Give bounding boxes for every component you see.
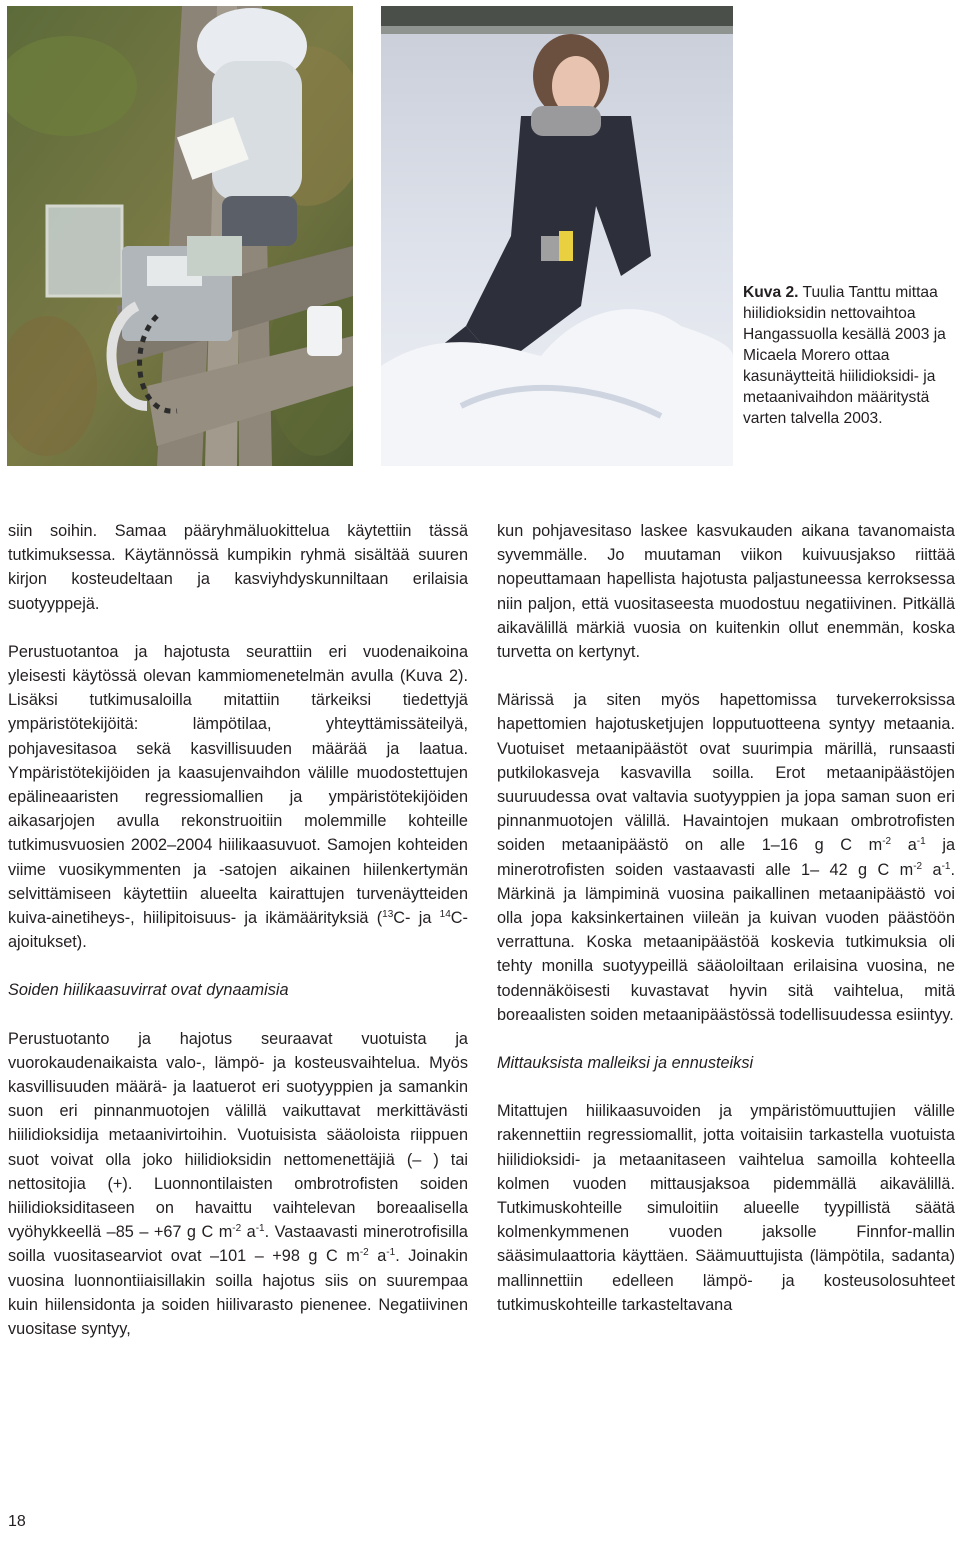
figure-label: Kuva 2. [743, 284, 799, 301]
right-column [497, 519, 955, 1317]
paragraph: Perustuotanto ja hajotus seuraavat vuotuista ja vuorokaudenaikaista valo-, lämpö- ja kosteusvaihtelua. Myös kasvillisuuden määrä- ja laatuerot eri suotyyppien ja samankin suon eri pinnanmuotojen välillä vaikuttavat merkittävästi hiilidioksidija metaanivirtoihin. Vuotuisista sääoloista riippuen suot voivat olla joko hiilidioksidin nettomenettäjiä (– ) tai nettositojia (+). Luonnontilaisten ombrotrofisten soiden hiilidioksiditaseen on havaittu vaihtelevan boreaalisella vyöhykkeellä –85 – +67 g C $m^{-2}$ $a^{-1}$. Vastaavasti minerotrofisilla soilla vuositasearviot ovat –101 – +98 g C $m^{-2}$ $a^{-1}$. Joinakin vuosina luonnontiiaisillakin soilla hajotus siis on suurempaa kuin hiilensidonta ja soiden hiilivarasto pienenee. Negatiivinen vuositase syntyy, [8, 1029, 468, 1339]
page-number: 18 [8, 1513, 26, 1530]
paragraph: kun pohjavesitaso laskee kasvukauden aikana tavanomaista syvemmälle. Jo muutaman viikon kuivuusjakso riittää nopeuttamaan hapellista hajotusta paljastuneessa kerroksessa niin paljon, että vuositaseesta muodostuu negatiivinen. Pitkällä aikavälillä märkiä vuosia on kuitenkin ollut enemmän, koska turvetta on kertynyt. [497, 522, 955, 662]
paragraph: Perustuotantoa ja hajotusta seurattiin eri vuodenaikoina yleisesti käytössä olevan kammiomenetelmän avulla (Kuva 2). Lisäksi tutkimusaloilla mitattiin tärkeiksi tiedettyjä ympäristötekijöitä: lämpötilaa, yhteyttämissäteilyä, pohjavesitasoa sekä kasvillisuuden määrää ja laatua. Ympäristötekijöiden ja kaasujenvaihdon välille muodostettujen epälineaaristen regressiomallien ja ympäristötekijöiden aikasarjojen avulla rekonstruoitiin molemmille kohteille tutkimusvuosien 2002–2004 hiilikaasuvuot. Samojen kohteiden viime vuosikymmenten ja -satojen aikainen hiilenkertymän selvittämiseen käytettiin alueelta kairattujen turvenäytteiden kuiva-ainetiheys-, hiilipitoisuus- ja ikämäärityksiä ($^{13}$C- ja $^{14}$C-ajoitukset). [8, 642, 468, 952]
paragraph: Märissä ja siten myös hapettomissa turvekerroksissa hapettomien hajotusketjujen lopputuotteena syntyy metaania. Vuotuiset metaanipäästöt ovat suurimpia märillä, runsaasti putkilokasveja kasvavilla soilla. Erot metaanipäästöjen suuruudessa ovat valtavia suotyyppien ja jopa saman suon eri pinnanmuotojen välillä. Havaintojen mukaan ombrotrofisten soiden metaanipäästö on alle 1–16 g C $m^{-2}$ $a^{-1}$ ja minerotrofisten soiden vastaavasti alle 1– 42 g C $m^{-2}$ $a^{-1}$. Märkinä ja lämpiminä vuosina paikallinen metaanipäästö voi olla jopa kaksinkertainen viileän ja kuivan vuoden päästöön verrattuna. Koska metaanipäästöä koskevia tutkimuksia oli tehty monilla suotyypeillä sääoloiltaan erilaisina vuosina, ne todennäköisesti kuvastavat hyvin sitä vaihtelua, mitä boreaalisten soiden metaanipäästössä todellisuudessa esiintyy. [497, 691, 955, 1024]
winter-sampling-photo [381, 6, 733, 466]
figure-caption [743, 282, 956, 429]
summer-measurement-photo [7, 6, 353, 466]
figure-caption-text: Tuulia Tanttu mittaa hiilidioksidin nettovaihtoa Hangassuolla kesällä 2003 ja Micaela Morero ottaa kasunäytteitä hiilidioksidi- ja metaanivaihdon määritystä varten talvella 2003. [743, 284, 946, 427]
paragraph: Mitattujen hiilikaasuvoiden ja ympäristömuuttujien välille rakennettiin regressiomallit, jotta voitaisiin tarkastella vuotuista hiilidioksidi- ja metaanitaseen vaihtelua samoilla kohteella kolmen vuoden mittausjaksoa pidemmällä aikavälillä. Tutkimuskohteille simuloitiin alueelle tyypillistä säätä kolmenkymmenen vuoden jaksolle Finnfor-mallin sääsimulaattoria käyttäen. Säämuuttujista (lämpötila, sadanta) mallinnettiin edelleen lämpö- ja kosteusolosuhteet tutkimuskohteille tarkasteltavana [497, 1102, 955, 1314]
paragraph: siin soihin. Samaa pääryhmäluokittelua käytettiin tässä tutkimuksessa. Käytännössä kumpikin ryhmä sisältää suuren kirjon kosteudeltaan ja kasviyhdyskunniltaan erilaisia suotyyppejä. [8, 522, 468, 613]
left-column [8, 519, 468, 1341]
section-heading: Soiden hiilikaasuvirrat ovat dynaamisia [8, 981, 289, 1000]
section-heading: Mittauksista malleiksi ja ennusteiksi [497, 1054, 754, 1073]
